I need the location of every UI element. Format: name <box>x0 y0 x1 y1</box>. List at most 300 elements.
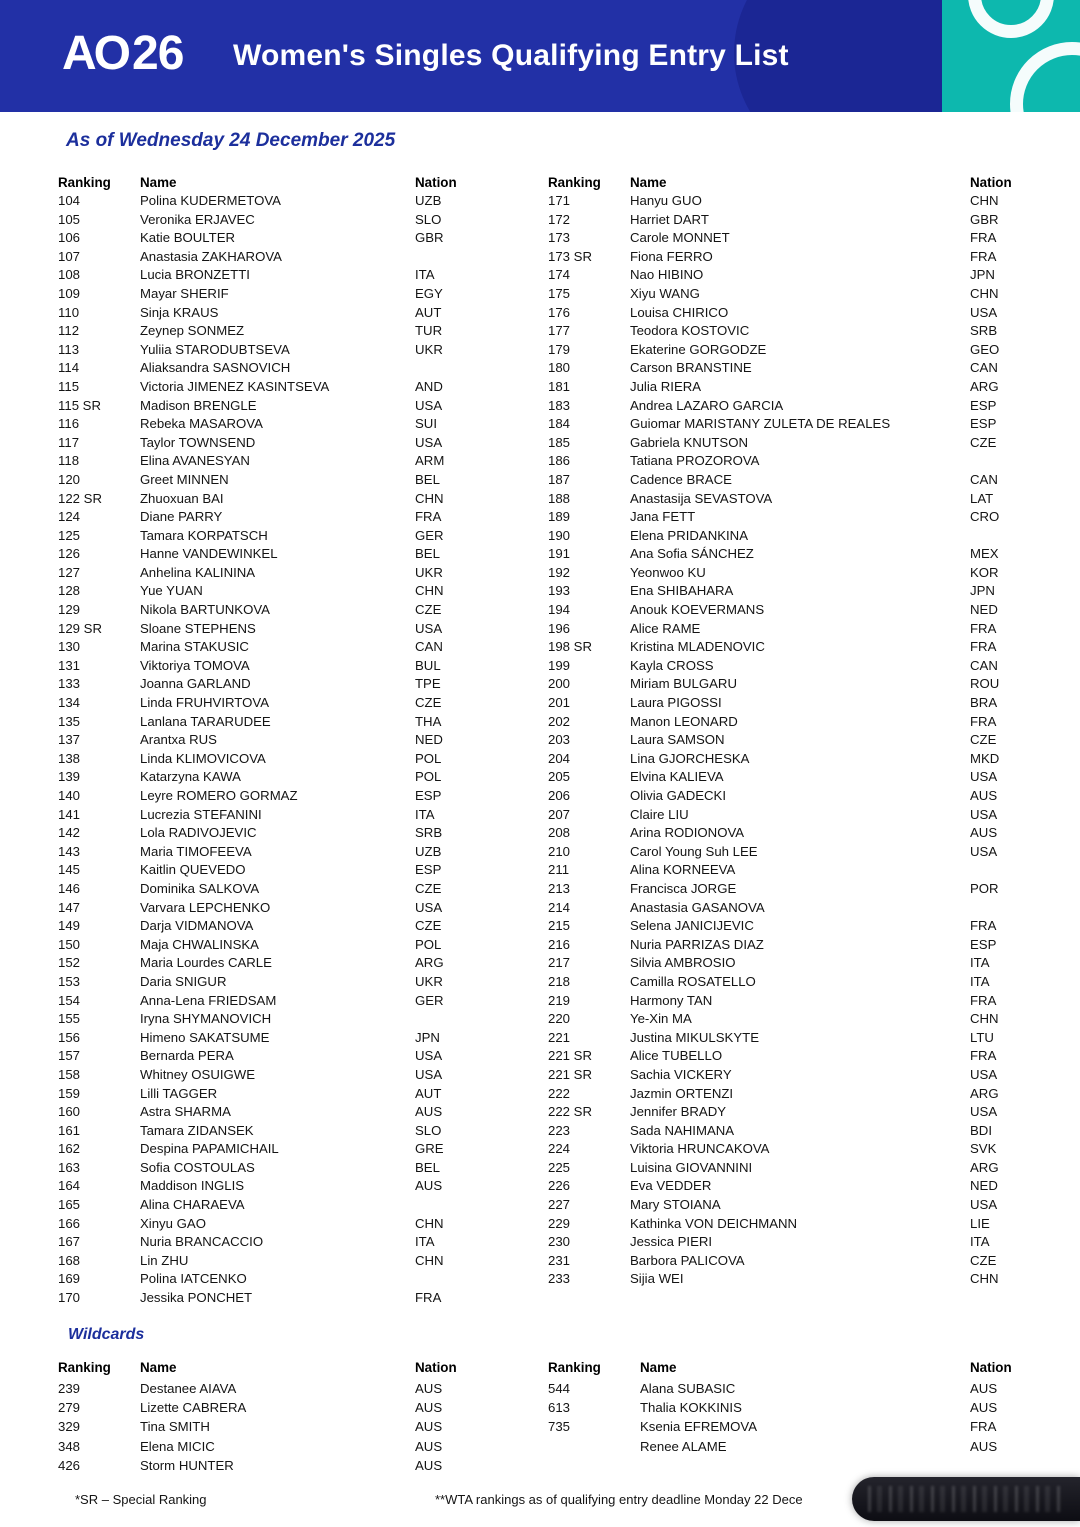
column-header-ranking: Ranking <box>58 1360 111 1375</box>
entry-nation: ITA <box>415 1234 435 1250</box>
entry-ranking: 161 <box>58 1122 81 1138</box>
table-row <box>58 1289 536 1308</box>
entry-ranking: 192 <box>548 564 571 580</box>
table-row <box>58 452 536 471</box>
column-header-nation: Nation <box>415 1360 457 1375</box>
entry-name: Maria Lourdes CARLE <box>140 955 272 971</box>
entry-ranking: 196 <box>548 620 571 636</box>
entry-name: Olivia GADECKI <box>630 788 726 803</box>
table-row <box>548 675 1028 694</box>
entry-name: Elena MICIC <box>140 1438 215 1454</box>
entry-name: Andrea LAZARO GARCIA <box>630 397 784 413</box>
entry-ranking: 125 <box>58 527 81 543</box>
entry-ranking: 229 <box>548 1215 571 1231</box>
table-row <box>58 1398 536 1417</box>
entry-ranking: 135 <box>58 713 81 729</box>
entry-nation: CRO <box>970 509 1000 525</box>
entry-ranking: 120 <box>58 471 81 487</box>
table-row <box>58 861 536 880</box>
entry-name: Nao HIBINO <box>630 267 704 283</box>
entry-name: Sachia VICKERY <box>630 1066 732 1082</box>
entry-name: Julia RIERA <box>630 378 702 394</box>
entry-nation <box>415 1196 536 1215</box>
entry-name: Miriam BULGARU <box>630 676 737 692</box>
entry-name: Bernarda PERA <box>140 1048 234 1064</box>
entry-name: Jessika PONCHET <box>140 1290 253 1306</box>
entry-nation: POL <box>415 769 442 785</box>
entry-name: Alice TUBELLO <box>630 1048 723 1064</box>
entry-name: Viktoriya TOMOVA <box>140 657 250 673</box>
table-row <box>548 880 1028 899</box>
entry-nation: CZE <box>415 880 442 896</box>
table-row <box>548 397 1028 416</box>
entry-ranking: 175 <box>548 285 571 301</box>
entry-name: Varvara LEPCHENKO <box>140 899 271 915</box>
column-headers-main-left <box>58 173 536 192</box>
entry-ranking: 171 <box>548 193 571 208</box>
table-row <box>58 1047 536 1066</box>
table-row <box>548 620 1028 639</box>
entry-ranking: 138 <box>58 750 81 766</box>
table-row <box>548 266 1028 285</box>
decorative-ring-icon <box>968 0 1054 38</box>
entry-ranking: 223 <box>548 1122 571 1138</box>
entry-name: Maria TIMOFEEVA <box>140 843 252 859</box>
entry-ranking: 129 SR <box>58 620 102 636</box>
entry-name: Louisa CHIRICO <box>630 304 729 320</box>
table-row <box>58 1177 536 1196</box>
entry-name: Lin ZHU <box>140 1252 189 1268</box>
entry-nation: BEL <box>415 471 440 487</box>
entry-name: Nuria PARRIZAS DIAZ <box>630 936 764 952</box>
entry-ranking: 220 <box>548 1011 571 1027</box>
entry-name: Marina STAKUSIC <box>140 639 249 655</box>
table-row <box>58 638 536 657</box>
entry-name: Jessica PIERI <box>630 1234 713 1250</box>
table-row <box>58 378 536 397</box>
entry-ranking: 225 <box>548 1159 571 1175</box>
entry-ranking: 191 <box>548 546 571 562</box>
entry-nation: AND <box>415 378 443 394</box>
table-row <box>548 1417 1028 1436</box>
entry-name: Rebeka MASAROVA <box>140 416 263 432</box>
entry-nation: AUS <box>415 1400 443 1416</box>
entry-nation: UZB <box>415 843 442 859</box>
entry-nation: JPN <box>970 267 995 283</box>
entry-ranking: 158 <box>58 1066 81 1082</box>
entry-nation <box>415 1010 536 1029</box>
entry-ranking: 215 <box>548 918 571 934</box>
entry-name: Lina GJORCHESKA <box>630 750 750 766</box>
entry-ranking: 156 <box>58 1029 81 1045</box>
entry-nation: POL <box>415 936 442 952</box>
entry-nation: AUS <box>415 1104 443 1120</box>
entry-nation: USA <box>970 806 998 822</box>
entry-nation: TPE <box>415 676 441 692</box>
entry-nation: SLO <box>415 1122 442 1138</box>
table-row <box>58 657 536 676</box>
entry-ranking: 189 <box>548 509 571 525</box>
entry-name: Cadence BRACE <box>630 471 732 487</box>
entry-ranking: 108 <box>58 267 81 283</box>
entry-ranking: 239 <box>58 1381 81 1396</box>
table-row <box>58 973 536 992</box>
entry-name: Fiona FERRO <box>630 248 713 264</box>
table-row <box>58 266 536 285</box>
table-row <box>58 434 536 453</box>
entry-nation: BEL <box>415 546 440 562</box>
entry-name: Jana FETT <box>630 509 696 525</box>
table-row <box>548 694 1028 713</box>
table-row <box>548 285 1028 304</box>
entry-ranking: 155 <box>58 1011 81 1027</box>
entry-name: Daria SNIGUR <box>140 973 227 989</box>
table-row <box>58 1270 536 1289</box>
decorative-ring-icon <box>1010 42 1080 112</box>
table-row <box>548 1140 1028 1159</box>
entry-ranking: 183 <box>548 397 571 413</box>
entry-ranking: 115 SR <box>58 397 102 413</box>
entry-ranking: 221 SR <box>548 1066 592 1082</box>
entry-ranking: 114 <box>58 360 80 376</box>
entry-ranking: 122 SR <box>58 490 102 506</box>
entry-nation: USA <box>970 1197 998 1213</box>
ao-logo-text: AO <box>62 27 128 80</box>
entry-ranking: 149 <box>58 918 81 934</box>
entry-name: Kaitlin QUEVEDO <box>140 862 246 878</box>
entry-name: Despina PAPAMICHAIL <box>140 1141 279 1157</box>
table-row <box>548 750 1028 769</box>
entry-nation: ARM <box>415 453 445 469</box>
entry-nation: CHN <box>415 583 444 599</box>
entry-name: Ksenia EFREMOVA <box>640 1419 758 1435</box>
entry-nation: SVK <box>970 1141 997 1157</box>
entry-name: Guiomar MARISTANY ZULETA DE REALES <box>630 416 891 432</box>
entry-ranking: 143 <box>58 843 81 859</box>
entry-name: Anastasija SEVASTOVA <box>630 490 773 506</box>
entry-ranking: 169 <box>58 1271 81 1287</box>
entry-ranking: 226 <box>548 1178 571 1194</box>
table-row <box>58 1103 536 1122</box>
entry-name: Sada NAHIMANA <box>630 1122 735 1138</box>
entry-ranking: 134 <box>58 695 81 711</box>
wildcard-table-right <box>548 1379 1028 1456</box>
table-row <box>548 1437 1028 1456</box>
column-headers-wildcards-right <box>548 1358 1028 1377</box>
entry-ranking: 130 <box>58 639 81 655</box>
entry-name: Destanee AIAVA <box>140 1381 237 1396</box>
entry-name: Mayar SHERIF <box>140 285 229 301</box>
entry-name: Alina KORNEEVA <box>630 862 736 878</box>
table-row <box>58 304 536 323</box>
table-row <box>58 471 536 490</box>
column-headers-wildcards-left <box>58 1358 536 1377</box>
column-header-name: Name <box>640 1360 677 1375</box>
entry-name: Nikola BARTUNKOVA <box>140 602 270 618</box>
entry-name: Lucia BRONZETTI <box>140 267 250 283</box>
entry-name: Iryna SHYMANOVICH <box>140 1011 272 1027</box>
entry-name: Maja CHWALINSKA <box>140 936 259 952</box>
entry-ranking: 172 <box>548 211 571 227</box>
table-row <box>58 880 536 899</box>
table-row <box>548 322 1028 341</box>
entry-name: Camilla ROSATELLO <box>630 973 756 989</box>
entry-nation: FRA <box>970 230 997 246</box>
table-row <box>548 1379 1028 1398</box>
entry-ranking: 194 <box>548 602 571 618</box>
entry-nation: AUS <box>970 788 998 803</box>
table-row <box>548 1233 1028 1252</box>
entry-ranking: 118 <box>58 453 80 469</box>
entry-ranking: 164 <box>58 1178 81 1194</box>
table-row <box>58 192 536 211</box>
entry-ranking: 110 <box>58 304 80 320</box>
table-row <box>58 843 536 862</box>
table-row <box>548 545 1028 564</box>
table-row <box>548 211 1028 230</box>
entry-name: Kristina MLADENOVIC <box>630 639 765 655</box>
entry-nation: ARG <box>970 1085 999 1101</box>
entry-nation: EGY <box>415 285 443 301</box>
table-row <box>548 1066 1028 1085</box>
entry-ranking: 193 <box>548 583 571 599</box>
entry-ranking: 106 <box>58 230 81 246</box>
table-row <box>58 992 536 1011</box>
table-row <box>548 229 1028 248</box>
entry-ranking: 131 <box>58 657 81 673</box>
table-row <box>58 1159 536 1178</box>
entry-name: Veronika ERJAVEC <box>140 211 255 227</box>
entry-name: Jennifer BRADY <box>630 1104 727 1120</box>
entry-ranking: 127 <box>58 564 81 580</box>
table-row <box>548 1085 1028 1104</box>
entry-ranking: 190 <box>548 527 571 543</box>
entry-ranking: 153 <box>58 973 81 989</box>
entry-nation <box>415 1270 536 1289</box>
entry-name: Victoria JIMENEZ KASINTSEVA <box>140 378 330 394</box>
table-row <box>58 527 536 546</box>
entry-ranking: 107 <box>58 248 81 264</box>
entry-nation: FRA <box>415 1290 442 1306</box>
entry-ranking: 142 <box>58 825 81 841</box>
table-row <box>548 1398 1028 1417</box>
table-row <box>548 582 1028 601</box>
entry-nation: GBR <box>970 211 999 227</box>
entry-ranking: 154 <box>58 992 81 1008</box>
entry-nation: GBR <box>415 230 444 246</box>
entry-nation: CAN <box>970 657 998 673</box>
table-row <box>548 192 1028 211</box>
entry-name: Selena JANICIJEVIC <box>630 918 754 934</box>
entry-name: Aliaksandra SASNOVICH <box>140 360 291 376</box>
entry-nation: CAN <box>970 471 998 487</box>
entry-name: Renee ALAME <box>640 1438 727 1454</box>
entry-nation: AUS <box>415 1419 443 1435</box>
entry-nation: ITA <box>970 1234 990 1250</box>
entry-ranking: 152 <box>58 955 81 971</box>
entry-name: Francisca JORGE <box>630 880 737 896</box>
entry-nation: USA <box>970 1066 998 1082</box>
entry-nation: AUS <box>415 1457 443 1473</box>
entry-ranking: 218 <box>548 973 571 989</box>
entry-ranking: 109 <box>58 285 81 301</box>
entry-name: Lanlana TARARUDEE <box>140 713 271 729</box>
entry-nation: USA <box>415 434 443 450</box>
entry-nation: AUS <box>970 1381 998 1396</box>
entry-ranking: 217 <box>548 955 571 971</box>
entry-name: Yeonwoo KU <box>630 564 706 580</box>
table-row <box>58 1456 536 1475</box>
column-header-name: Name <box>140 175 177 190</box>
watermark-overlay <box>852 1477 1080 1521</box>
entry-name: Barbora PALICOVA <box>630 1252 745 1268</box>
table-row <box>58 731 536 750</box>
entry-ranking: 170 <box>58 1290 81 1306</box>
entry-name: Greet MINNEN <box>140 471 229 487</box>
table-row <box>58 936 536 955</box>
entry-nation: USA <box>415 620 443 636</box>
entry-nation: CZE <box>415 695 442 711</box>
entry-nation: FRA <box>415 509 442 525</box>
entry-nation: UZB <box>415 193 442 208</box>
table-row <box>58 1196 536 1215</box>
table-row <box>548 1159 1028 1178</box>
entry-ranking: 735 <box>548 1419 571 1435</box>
entry-ranking: 221 <box>548 1029 571 1045</box>
entry-nation: USA <box>415 1066 443 1082</box>
entry-nation: TUR <box>415 323 443 339</box>
table-row <box>58 1140 536 1159</box>
entry-name: Ena SHIBAHARA <box>630 583 734 599</box>
entry-nation: GER <box>415 527 444 543</box>
entry-name: Carole MONNET <box>630 230 730 246</box>
entry-name: Astra SHARMA <box>140 1104 231 1120</box>
table-row <box>58 787 536 806</box>
entry-nation: SRB <box>970 323 998 339</box>
entry-nation: ESP <box>415 862 442 878</box>
entry-name: Linda FRUHVIRTOVA <box>140 695 269 711</box>
entry-nation <box>970 527 1028 546</box>
table-row <box>58 601 536 620</box>
table-row <box>58 1437 536 1456</box>
table-row <box>58 229 536 248</box>
table-row <box>548 1122 1028 1141</box>
table-row <box>548 1177 1028 1196</box>
entry-ranking: 176 <box>548 304 571 320</box>
entry-name: Sijia WEI <box>630 1271 684 1287</box>
entry-ranking: 201 <box>548 695 571 711</box>
entry-name: Mary STOIANA <box>630 1197 721 1213</box>
table-row <box>548 1103 1028 1122</box>
entry-nation: ESP <box>970 416 997 432</box>
entry-ranking: 180 <box>548 360 571 376</box>
entry-name: Ana Sofia SÁNCHEZ <box>630 546 754 562</box>
entry-ranking: 173 SR <box>548 248 592 264</box>
table-row <box>58 694 536 713</box>
table-row <box>58 1122 536 1141</box>
entry-name: Silvia AMBROSIO <box>630 955 736 971</box>
entry-nation: ITA <box>415 267 435 283</box>
entry-name: Tamara KORPATSCH <box>140 527 268 543</box>
entry-nation: CAN <box>970 360 998 376</box>
table-row <box>548 490 1028 509</box>
table-row <box>58 1010 536 1029</box>
table-row <box>548 657 1028 676</box>
entry-nation: GEO <box>970 341 1000 357</box>
table-row <box>58 490 536 509</box>
entry-ranking: 157 <box>58 1048 81 1064</box>
entry-nation: CZE <box>970 1252 997 1268</box>
entry-ranking: 105 <box>58 211 81 227</box>
teal-decoration <box>942 0 1080 112</box>
entry-ranking: 150 <box>58 936 81 952</box>
entry-name: Polina IATCENKO <box>140 1271 247 1287</box>
entry-nation: ARG <box>970 1159 999 1175</box>
entry-nation: JPN <box>970 583 995 599</box>
entry-name: Lizette CABRERA <box>140 1400 247 1416</box>
entry-table-right <box>548 192 1028 1289</box>
wildcard-table-left <box>58 1379 536 1475</box>
table-row <box>58 806 536 825</box>
entry-ranking: 168 <box>58 1252 81 1268</box>
entry-ranking: 186 <box>548 453 571 469</box>
entry-name: Anna-Lena FRIEDSAM <box>140 992 277 1008</box>
table-row <box>58 1085 536 1104</box>
entry-nation: SUI <box>415 416 437 432</box>
table-row <box>548 471 1028 490</box>
entry-ranking: 199 <box>548 657 571 673</box>
entry-name: Tatiana PROZOROVA <box>630 453 760 469</box>
entry-ranking: 208 <box>548 825 571 841</box>
entry-name: Diane PARRY <box>140 509 223 525</box>
entry-name: Anhelina KALININA <box>140 564 256 580</box>
entry-name: Luisina GIOVANNINI <box>630 1159 753 1175</box>
footnote-wta-rankings: **WTA rankings as of qualifying entry deadline Monday 22 Dece <box>435 1492 803 1507</box>
table-row <box>58 1417 536 1436</box>
entry-name: Storm HUNTER <box>140 1457 234 1473</box>
entry-ranking: 202 <box>548 713 571 729</box>
footnote-special-ranking: *SR – Special Ranking <box>75 1492 207 1507</box>
table-row <box>58 248 536 267</box>
entry-nation: ITA <box>970 973 990 989</box>
entry-name: Alana SUBASIC <box>640 1381 736 1396</box>
table-row <box>548 973 1028 992</box>
table-row <box>58 545 536 564</box>
table-row <box>548 917 1028 936</box>
entry-ranking: 200 <box>548 676 571 692</box>
entry-name: Kathinka VON DEICHMANN <box>630 1215 798 1231</box>
table-row <box>58 1252 536 1271</box>
column-header-ranking: Ranking <box>58 175 111 190</box>
entry-nation: AUS <box>415 1178 443 1194</box>
entry-name: Lucrezia STEFANINI <box>140 806 262 822</box>
table-row <box>548 527 1028 546</box>
entry-ranking: 145 <box>58 862 81 878</box>
entry-ranking: 219 <box>548 992 571 1008</box>
entry-nation: ROU <box>970 676 1000 692</box>
entry-nation: USA <box>970 1104 998 1120</box>
entry-ranking: 216 <box>548 936 571 952</box>
table-row <box>548 378 1028 397</box>
entry-nation: JPN <box>415 1029 440 1045</box>
entry-nation <box>415 248 536 267</box>
entry-ranking: 140 <box>58 788 81 803</box>
entry-ranking: 115 <box>58 378 80 394</box>
entry-nation: USA <box>415 1048 443 1064</box>
entry-ranking: 128 <box>58 583 81 599</box>
table-row <box>548 806 1028 825</box>
entry-nation: ESP <box>970 936 997 952</box>
